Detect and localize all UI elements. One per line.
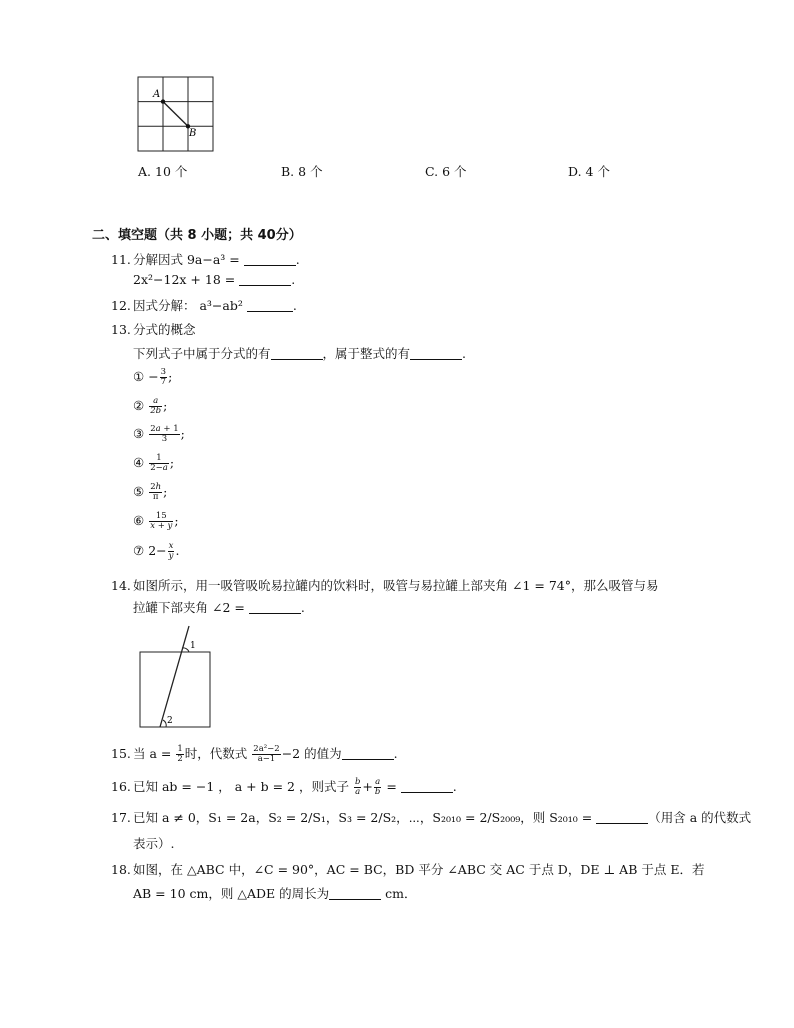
angle-2-label: 2 [167,716,173,726]
answer-blank[interactable] [244,253,296,266]
option-b[interactable]: B. 8 个 [281,164,323,179]
can-straw-figure [136,624,216,730]
answer-blank[interactable] [329,887,381,900]
angle-1-label: 1 [190,641,196,651]
option-c[interactable]: C. 6 个 [425,164,467,179]
point-b-label: B [189,128,197,139]
question-11-line2: 2x²−12x + 18 = . [133,272,296,287]
q13-item-5: ⑤ $\frac{2h}{\pi}$ ; [133,482,168,502]
answer-blank[interactable] [249,601,301,614]
question-18: 18. 如图，在 △ABC 中，∠C = 90°，AC = BC，BD 平分 ∠ABC 交 AC 于点 D，DE ⊥ AB 于点 E．若 [111,862,705,877]
question-11: 11. 分解因式 9a−a³ = . [111,252,300,267]
question-18-line2: AB = 10 cm，则 △ADE 的周长为 cm． [133,886,417,901]
point-a-label: A [153,89,161,100]
q13-item-3: ③ $\frac{2a + 1}{3}$ ; [133,424,185,444]
option-a[interactable]: A. 10 个 [138,164,188,179]
q13-item-2: ② $\frac{a}{2b}$ ; [133,396,168,416]
question-13-prompt: 下列式子中属于分式的有 ，属于整式的有 . [133,346,467,361]
option-d[interactable]: D. 4 个 [568,164,610,179]
answer-blank[interactable] [596,811,648,824]
grid-figure [134,74,216,152]
question-14: 14. 如图所示，用一吸管吸吮易拉罐内的饮料时，吸管与易拉罐上部夹角 ∠1 = 74°，那么吸管与易 [111,578,659,593]
q13-item-1: ① − $\frac{3}{7}$ ; [133,367,173,387]
q13-item-7: ⑦ 2− $\frac{x}{y}$ . [133,541,180,561]
section-title: 二、填空题（共 8 小题；共 40分） [92,228,302,243]
question-17: 17. 已知 a ≠ 0，S₁ = 2a，S₂ = 2/S₁，S₃ = 2/S₂，⋯，S₂₀₁₀ = 2/S₂₀₀₉，则 S₂₀₁₀ = （用含 a 的代数式 [111,810,752,825]
question-16: 16. 已知 ab = −1 ， a + b = 2 ，则式子 $\frac{b}{a}$ + $\frac{a}{b}$ = . [111,777,457,797]
answer-blank[interactable] [410,347,462,360]
question-12: 12. 因式分解： a³−ab² . [111,298,297,313]
answer-blank[interactable] [239,273,291,286]
question-15: 15. 当 a = $\frac{1}{2}$ 时，代数式 $\frac{\text{2a²−2}}{a-1}$ −2 的值为 . [111,744,398,764]
question-17-line2: 表示）. [133,836,175,851]
q13-item-6: ⑥ $\frac{15}{x + y}$ ; [133,511,179,531]
question-14-line2: 拉罐下部夹角 ∠2 = . [133,600,305,615]
answer-blank[interactable] [271,347,323,360]
answer-blank[interactable] [401,780,453,793]
answer-blank[interactable] [247,299,293,312]
question-13: 13. 分式的概念 [111,322,196,337]
answer-blank[interactable] [342,747,394,760]
q13-item-4: ④ $\frac{1}{2-a}$ ; [133,453,175,473]
